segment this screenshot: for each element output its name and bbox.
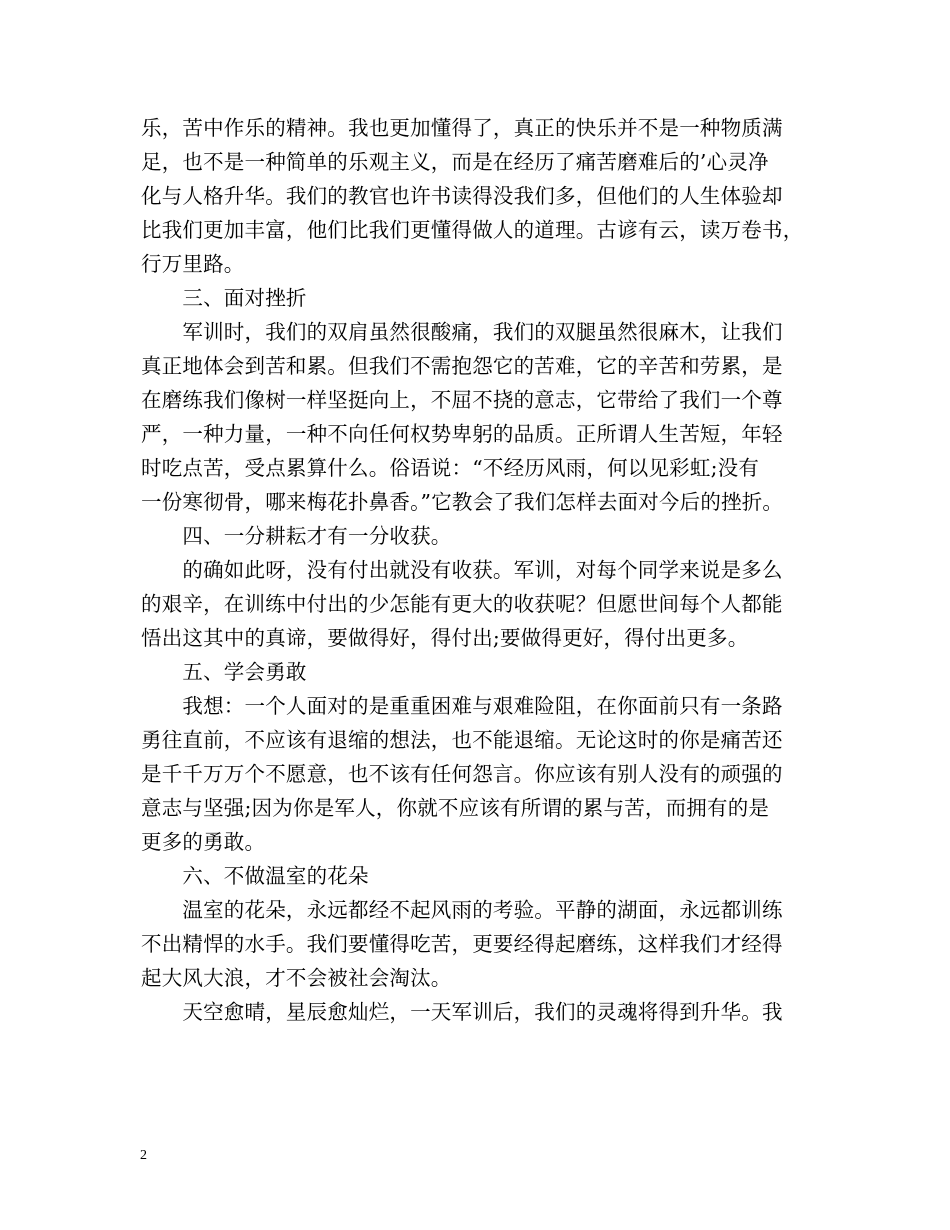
text-line: 在磨练我们像树一样坚挺向上，不屈不挠的意志，它带给了我们一个尊 — [141, 388, 783, 412]
text-line: 真正地体会到苦和累。但我们不需抱怨它的苦难，它的辛苦和劳累，是 — [141, 354, 783, 378]
section-heading: 六、不做温室的花朵 — [141, 864, 369, 888]
text-line: 的确如此呀，没有付出就没有收获。军训，对每个同学来说是多么 — [141, 558, 783, 582]
text-line: 行万里路。 — [141, 252, 245, 276]
text-line: 意志与坚强;因为你是军人，你就不应该有所谓的累与苦，而拥有的是 — [141, 796, 770, 820]
section-heading: 五、学会勇敢 — [141, 660, 307, 684]
text-line: 严，一种力量，一种不向任何权势卑躬的品质。正所谓人生苦短，年轻 — [141, 422, 783, 446]
text-line: 更多的勇敢。 — [141, 830, 266, 854]
text-line: 温室的花朵，永远都经不起风雨的考验。平静的湖面，永远都训练 — [141, 898, 783, 922]
text-line: 一份寒彻骨，哪来梅花扑鼻香。”它教会了我们怎样去面对今后的挫折。 — [141, 490, 784, 514]
text-line: 勇往直前，不应该有退缩的想法，也不能退缩。无论这时的你是痛苦还 — [141, 728, 783, 752]
text-line: 天空愈晴，星辰愈灿烂，一天军训后，我们的灵魂将得到升华。我 — [141, 1000, 783, 1024]
section-heading: 四、一分耕耘才有一分收获。 — [141, 524, 452, 548]
text-line: 足，也不是一种简单的乐观主义，而是在经历了痛苦磨难后的’心灵净 — [141, 150, 769, 174]
text-line: 时吃点苦，受点累算什么。俗语说：“不经历风雨，何以见彩虹;没有 — [141, 456, 760, 480]
text-line: 的艰辛，在训练中付出的少怎能有更大的收获呢？但愿世间每个人都能 — [141, 592, 783, 616]
text-line: 乐，苦中作乐的精神。我也更加懂得了，真正的快乐并不是一种物质满 — [141, 116, 783, 140]
section-heading: 三、面对挫折 — [141, 286, 307, 310]
text-line: 比我们更加丰富，他们比我们更懂得做人的道理。古谚有云，读万卷书， — [141, 218, 804, 242]
text-line: 不出精悍的水手。我们要懂得吃苦，更要经得起磨练，这样我们才经得 — [141, 932, 783, 956]
text-line: 化与人格升华。我们的教官也许书读得没我们多，但他们的人生体验却 — [141, 184, 783, 208]
text-line: 起大风大浪，才不会被社会淘汰。 — [141, 966, 452, 990]
text-line: 是千千万万个不愿意，也不该有任何怨言。你应该有别人没有的顽强的 — [141, 762, 783, 786]
text-line: 悟出这其中的真谛，要做得好，得付出;要做得更好，得付出更多。 — [141, 626, 749, 650]
text-line: 我想：一个人面对的是重重困难与艰难险阻，在你面前只有一条路 — [141, 694, 783, 718]
text-line: 军训时，我们的双肩虽然很酸痛，我们的双腿虽然很麻木，让我们 — [141, 320, 783, 344]
page-number: 2 — [140, 1148, 147, 1163]
